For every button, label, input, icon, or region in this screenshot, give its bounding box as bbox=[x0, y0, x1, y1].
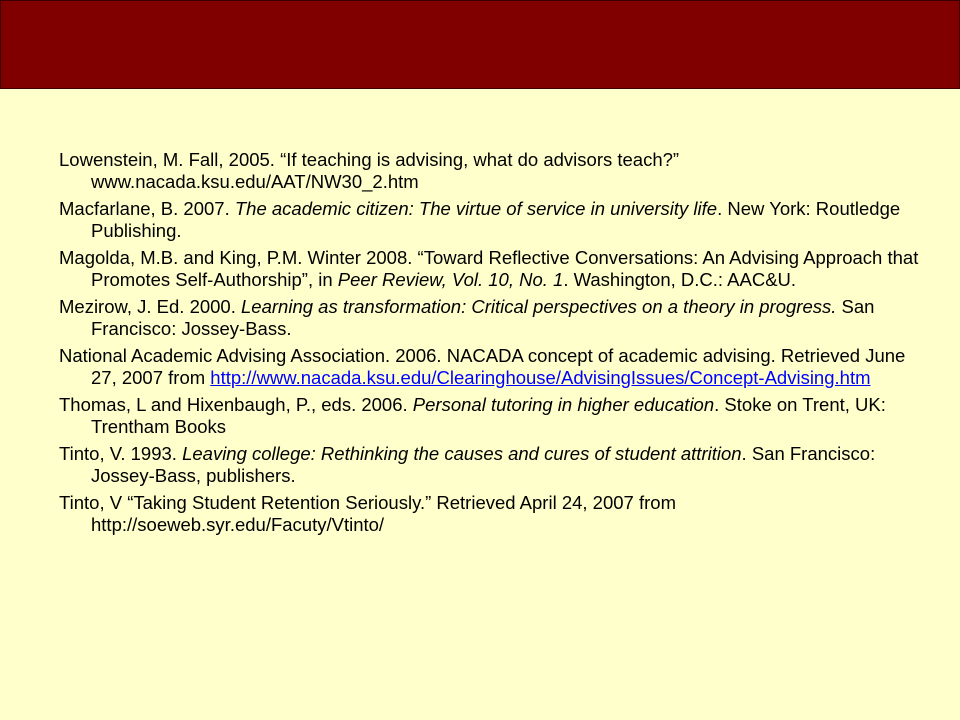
reference-title: Leaving college: Rethinking the causes and cures of student attrition bbox=[182, 443, 742, 464]
reference-text: Magolda, M.B. and King, P.M. Winter 2008. “Toward Reflective Conversations: An Advising Approach that Promotes Self-Authorship”, in bbox=[59, 247, 919, 290]
reference-text: . New York: Routledge Publishing. bbox=[91, 198, 901, 241]
reference-title: Learning as transformation: Critical perspectives on a theory in progress. bbox=[241, 296, 837, 317]
reference-text: San Francisco: Jossey-Bass. bbox=[91, 296, 875, 339]
reference-list bbox=[59, 149, 919, 541]
reference-title: The academic citizen: The virtue of service in university life bbox=[234, 198, 718, 219]
reference-text: Lowenstein, M. Fall, 2005. “If teaching is advising, what do advisors teach?” www.nacada.ksu.edu/AAT/NW30_2.htm bbox=[59, 149, 680, 192]
reference-item-tinto-2007 bbox=[59, 492, 919, 535]
reference-text: . Stoke on Trent, UK: Trentham Books bbox=[91, 394, 886, 437]
reference-item-mezirow bbox=[59, 296, 919, 339]
reference-item-magolda bbox=[59, 247, 919, 290]
reference-title: Personal tutoring in higher education bbox=[412, 394, 715, 415]
reference-text: National Academic Advising Association. 2006. NACADA concept of academic advising. Retrieved June 27, 2007 from bbox=[59, 345, 906, 388]
reference-item-nacada bbox=[59, 345, 919, 388]
reference-item-macfarlane bbox=[59, 198, 919, 241]
reference-item-lowenstein bbox=[59, 149, 919, 192]
reference-text: Macfarlane, B. 2007. bbox=[59, 198, 235, 219]
reference-link[interactable]: http://www.nacada.ksu.edu/Clearinghouse/AdvisingIssues/Concept-Advising.htm bbox=[210, 366, 871, 388]
reference-text: . Washington, D.C.: AAC&U. bbox=[563, 268, 797, 290]
reference-title: Peer Review, Vol. 10, No. 1 bbox=[337, 268, 564, 290]
reference-text: Mezirow, J. Ed. 2000. bbox=[59, 296, 242, 317]
reference-item-thomas bbox=[59, 394, 919, 437]
reference-text: Thomas, L and Hixenbaugh, P., eds. 2006. bbox=[59, 394, 413, 415]
reference-item-tinto-1993 bbox=[59, 443, 919, 486]
reference-text: Tinto, V “Taking Student Retention Seriously.” Retrieved April 24, 2007 from http://soeweb.syr.edu/Facuty/Vtinto/ bbox=[59, 492, 676, 535]
reference-text: Tinto, V. 1993. bbox=[59, 443, 183, 464]
reference-text: . San Francisco: Jossey-Bass, publishers. bbox=[91, 443, 876, 486]
title-band bbox=[0, 0, 960, 89]
